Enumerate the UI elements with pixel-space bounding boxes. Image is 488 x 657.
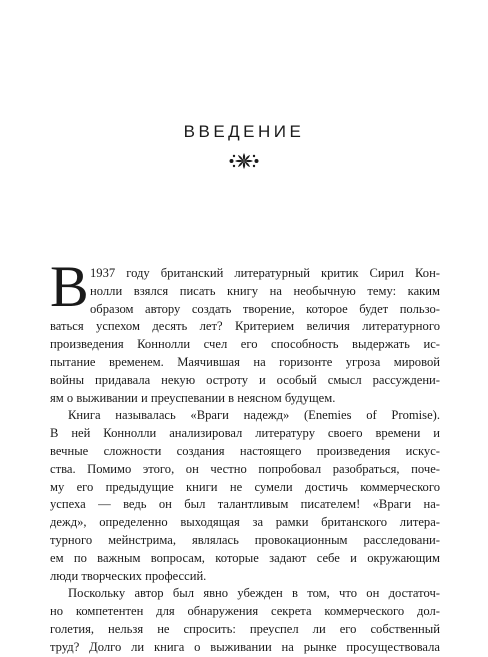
text-line: пытание временем. Маячившая на горизонте угроза мировой	[50, 354, 440, 369]
text-line: люди творческих профессий.	[50, 568, 207, 583]
text-line: му его предыдущие книги не сумели достичь коммерческого	[50, 479, 440, 494]
text-line: Книга называлась «Враги надежд» (Enemies of Promise).	[68, 408, 440, 423]
chapter-title: ВВЕДЕНИЕ	[183, 122, 305, 141]
text-line: турного мейнстрима, являлась провокационным расследовани-	[50, 532, 440, 547]
text-line: дежд», определенно выходящая за рамки британского литера-	[50, 515, 440, 530]
text-line: В ней Коннолли анализировал литературу своего времени и	[50, 426, 440, 441]
text-line: но компетентен для обнаружения секрета коммерческого дол-	[50, 604, 440, 619]
text-line: ем по важным вопросам, которые задают себе и окружающим	[50, 550, 440, 565]
text-line: Поскольку автор был явно убежден в том, что он достаточ-	[68, 586, 440, 601]
body-text	[50, 265, 440, 657]
text-line: труд? Долго ли книга о выживании на рынке просуществовала	[50, 639, 440, 654]
text-line: ям о выживании и преуспевании в неясном будущем.	[50, 390, 336, 405]
text-line: ваться успехом десять лет? Критерием величия литературного	[50, 319, 440, 334]
floral-ornament-icon	[228, 152, 260, 170]
drop-cap: В	[50, 254, 89, 319]
text-line: успеха — ведь он был талантливым писателем! «Враги на-	[50, 497, 440, 512]
text-line: образом автору создать творение, которое будет пользо-	[90, 301, 440, 316]
text-line: вечные сложности создания настоящего произведения искус-	[50, 443, 440, 458]
text-line: 1937 году британский литературный критик Сирил Кон-	[90, 266, 440, 280]
text-line: войны придавала некую остроту и особый смысл рассуждени-	[50, 372, 440, 387]
text-line: произведения Коннолли счел его способность выдержать ис-	[50, 337, 440, 352]
text-line: ства. Помимо этого, он честно попробовал разобраться, поче-	[50, 461, 440, 476]
text-line: голетия, нельзя не спросить: преуспел ли его собственный	[50, 621, 440, 636]
text-line: нолли взялся писать книгу на необычную тему: каким	[90, 283, 440, 298]
